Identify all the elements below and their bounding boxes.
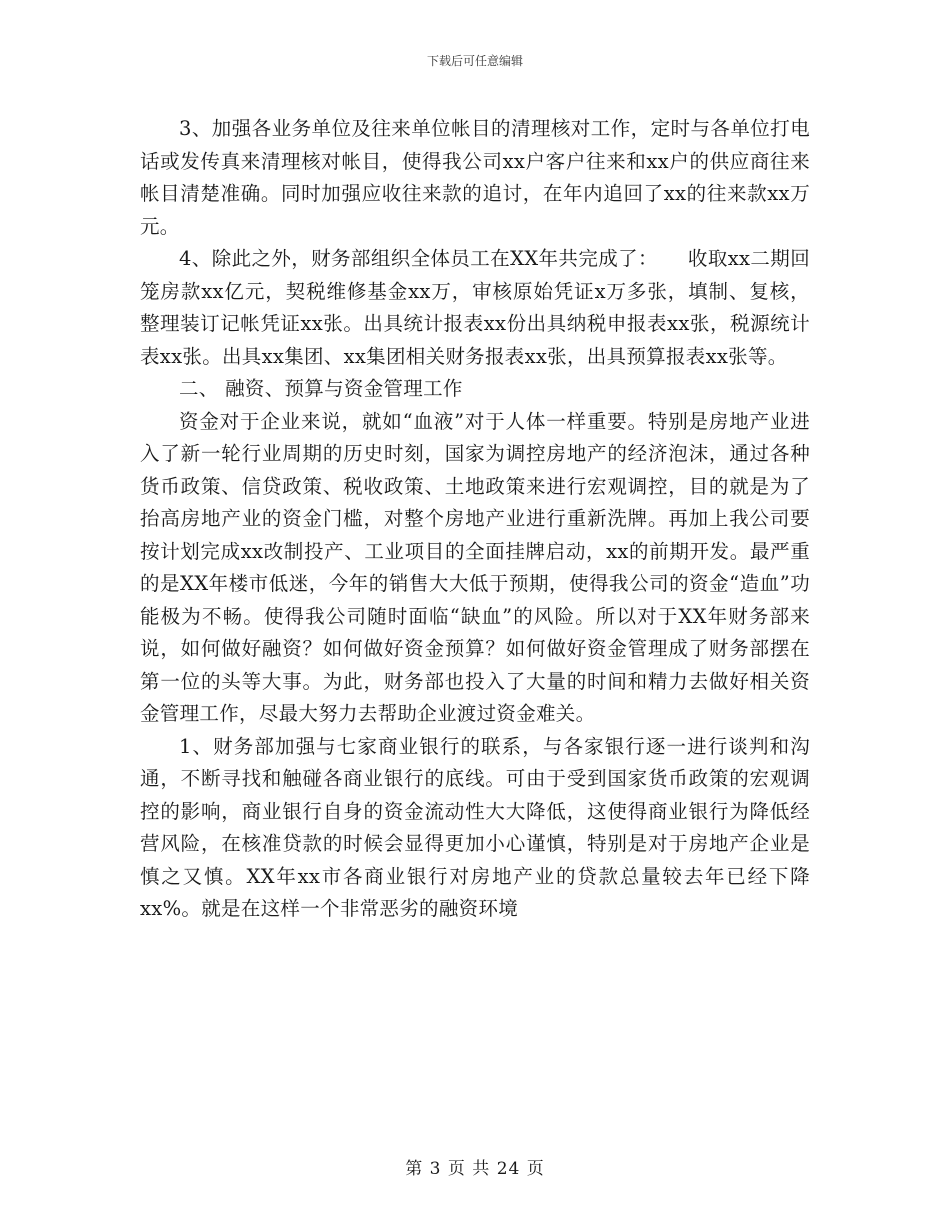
paragraph-annual-work: 4、除此之外，财务部组织全体员工在XX年共完成了： 收取xx二期回笼房款xx亿元，契税维修基金xx万，审核原始凭证x万多张，填制、复核，整理装订记帐凭证xx张。出具统计报表xx份出具纳税申报表xx张，税源统计表xx张。出具xx集团、xx集团相关财务报表xx张，出具预算报表xx张等。 xyxy=(140,247,810,368)
paragraph-bank-negotiation: 1、财务部加强与七家商业银行的联系，与各家银行逐一进行谈判和沟通，不断寻找和触碰各商业银行的底线。可由于受到国家货币政策的宏观调控的影响，商业银行自身的资金流动性大大降低，这使得商业银行为降低经营风险，在核准贷款的时候会显得更加小心谨慎，特别是对于房地产企业是慎之又慎。XX年xx市各商业银行对房地产业的贷款总量较去年已经下降xx%。就是在这样一个非常恶劣的融资环境 xyxy=(140,734,810,920)
section-heading-financing: 二、 融资、预算与资金管理工作 xyxy=(179,377,463,400)
page-footer: 第 3 页 共 24 页 xyxy=(405,1159,545,1179)
page-header: 下载后可任意编辑 xyxy=(426,54,523,68)
paragraph-reconciliation: 3、加强各业务单位及往来单位帐目的清理核对工作，定时与各单位打电话或发传真来清理核对帐目，使得我公司xx户客户往来和xx户的供应商往来帐目清楚准确。同时加强应收往来款的追讨，在年内追回了xx的往来款xx万元。 xyxy=(140,117,810,238)
document-body xyxy=(140,113,810,926)
paragraph-capital-importance: 资金对于企业来说，就如“血液”对于人体一样重要。特别是房地产业进入了新一轮行业周期的历史时刻，国家为调控房地产的经济泡沫，通过各种货币政策、信贷政策、税收政策、土地政策来进行宏观调控，目的就是为了抬高房地产业的资金门槛，对整个房地产业进行重新洗牌。再加上我公司要按计划完成xx改制投产、工业项目的全面挂牌启动，xx的前期开发。最严重的是XX年楼市低迷，今年的销售大大低于预期，使得我公司的资金“造血”功能极为不畅。使得我公司随时面临“缺血”的风险。所以对于XX年财务部来说，如何做好融资？如何做好资金预算？如何做好资金管理成了财务部摆在第一位的头等大事。为此，财务部也投入了大量的时间和精力去做好相关资金管理工作，尽最大努力去帮助企业渡过资金难关。 xyxy=(140,409,810,725)
